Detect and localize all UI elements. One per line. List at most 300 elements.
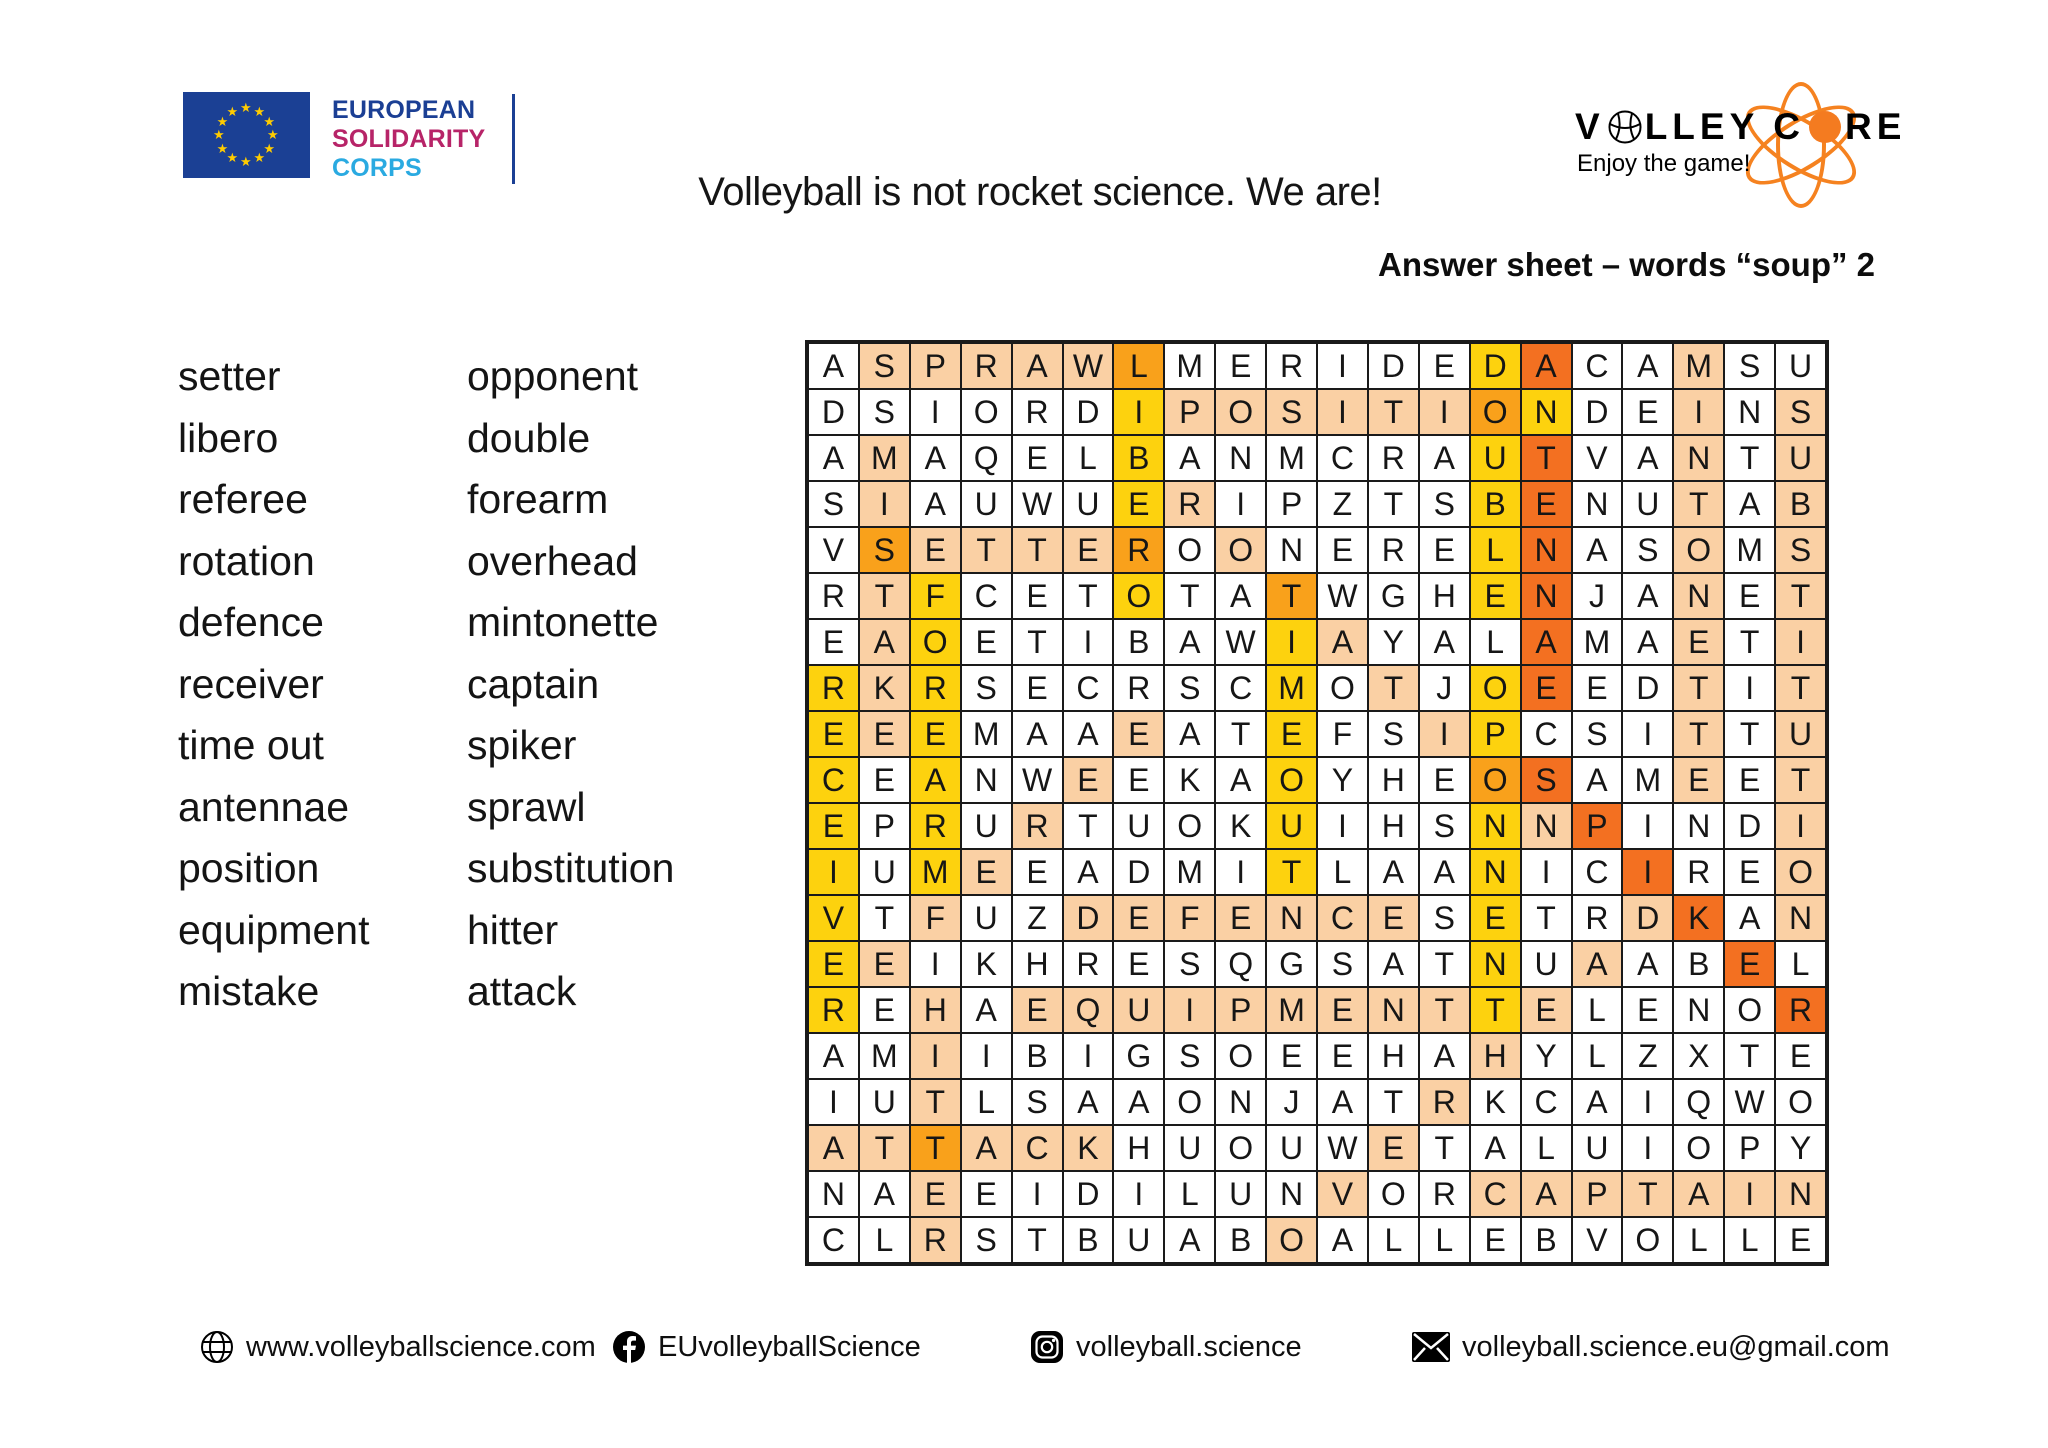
grid-cell: A — [1164, 711, 1215, 757]
grid-cell: C — [1572, 343, 1623, 389]
grid-cell: B — [1012, 1033, 1063, 1079]
word-list-item: setter — [178, 353, 281, 399]
grid-cell: D — [1063, 895, 1114, 941]
grid-cell: O — [1470, 757, 1521, 803]
grid-cell: R — [1012, 803, 1063, 849]
grid-cell: O — [1113, 573, 1164, 619]
grid-cell: S — [1012, 1079, 1063, 1125]
grid-cell: Z — [1012, 895, 1063, 941]
grid-cell: U — [961, 481, 1012, 527]
grid-cell: I — [1012, 1171, 1063, 1217]
grid-cell: N — [1521, 803, 1572, 849]
grid-cell: U — [1622, 481, 1673, 527]
grid-cell: B — [1470, 481, 1521, 527]
grid-cell: C — [1317, 895, 1368, 941]
globe-icon — [200, 1330, 234, 1364]
grid-cell: I — [1724, 1171, 1775, 1217]
grid-cell: E — [1724, 757, 1775, 803]
grid-cell: G — [1266, 941, 1317, 987]
grid-cell: E — [808, 941, 859, 987]
grid-cell: N — [1673, 987, 1724, 1033]
grid-cell: A — [1724, 895, 1775, 941]
grid-cell: I — [1215, 849, 1266, 895]
grid-cell: L — [1368, 1217, 1419, 1263]
grid-cell: I — [1622, 711, 1673, 757]
grid-cell: A — [1164, 619, 1215, 665]
grid-cell: R — [808, 665, 859, 711]
grid-cell: A — [1012, 343, 1063, 389]
grid-cell: F — [910, 573, 961, 619]
grid-cell: E — [1521, 987, 1572, 1033]
grid-cell: R — [1266, 343, 1317, 389]
footer-facebook — [612, 1326, 921, 1368]
grid-cell: T — [1419, 941, 1470, 987]
grid-cell: U — [961, 895, 1012, 941]
grid-cell: T — [961, 527, 1012, 573]
grid-cell: T — [1622, 1171, 1673, 1217]
grid-cell: S — [961, 1217, 1012, 1263]
grid-cell: A — [808, 1033, 859, 1079]
grid-cell: S — [1266, 389, 1317, 435]
grid-cell: K — [1164, 757, 1215, 803]
grid-cell: L — [1063, 435, 1114, 481]
grid-cell: O — [910, 619, 961, 665]
grid-cell: M — [859, 435, 910, 481]
email-icon — [1412, 1332, 1450, 1362]
eu-star-icon: ★ — [240, 154, 252, 169]
grid-cell: O — [1164, 1079, 1215, 1125]
grid-cell: B — [1113, 435, 1164, 481]
grid-cell: T — [1724, 1033, 1775, 1079]
grid-cell: N — [1521, 389, 1572, 435]
grid-cell: I — [910, 389, 961, 435]
grid-cell: L — [1673, 1217, 1724, 1263]
grid-cell: I — [1317, 343, 1368, 389]
atom-nucleus-icon — [1809, 111, 1841, 143]
grid-cell: L — [1317, 849, 1368, 895]
grid-cell: O — [961, 389, 1012, 435]
grid-cell: H — [1113, 1125, 1164, 1171]
grid-cell: A — [1622, 343, 1673, 389]
grid-cell: E — [859, 987, 910, 1033]
grid-cell: H — [910, 987, 961, 1033]
grid-cell: T — [1673, 711, 1724, 757]
grid-cell: D — [808, 389, 859, 435]
grid-cell: W — [1012, 481, 1063, 527]
grid-cell: E — [1317, 527, 1368, 573]
grid-cell: O — [1215, 1033, 1266, 1079]
grid-cell: U — [1266, 1125, 1317, 1171]
grid-cell: E — [1063, 757, 1114, 803]
word-list-left — [178, 346, 369, 1023]
grid-cell: B — [1673, 941, 1724, 987]
grid-cell: T — [1419, 987, 1470, 1033]
grid-cell: T — [1521, 435, 1572, 481]
grid-cell: A — [1063, 1079, 1114, 1125]
grid-cell: U — [1164, 1125, 1215, 1171]
grid-cell: O — [1266, 757, 1317, 803]
grid-cell: A — [961, 987, 1012, 1033]
grid-cell: E — [1317, 1033, 1368, 1079]
grid-cell: V — [1572, 435, 1623, 481]
grid-cell: O — [1215, 389, 1266, 435]
grid-cell: E — [1012, 987, 1063, 1033]
grid-cell: U — [1063, 481, 1114, 527]
grid-cell: T — [1521, 895, 1572, 941]
grid-cell: S — [1419, 895, 1470, 941]
grid-cell: E — [1572, 665, 1623, 711]
grid-cell: E — [961, 849, 1012, 895]
grid-cell: A — [1622, 573, 1673, 619]
grid-cell: I — [808, 849, 859, 895]
grid-cell: R — [1368, 435, 1419, 481]
grid-cell: M — [1724, 527, 1775, 573]
word-list-item: hitter — [467, 906, 559, 953]
grid-cell: R — [1164, 481, 1215, 527]
grid-cell: A — [1215, 573, 1266, 619]
grid-cell: T — [1775, 757, 1826, 803]
grid-cell: U — [1775, 711, 1826, 757]
footer-facebook-label: EUvolleyballScience — [658, 1330, 921, 1363]
footer-instagram — [1030, 1326, 1302, 1368]
grid-cell: U — [1113, 1217, 1164, 1263]
grid-cell: D — [1113, 849, 1164, 895]
grid-cell: I — [1317, 389, 1368, 435]
grid-cell: C — [1317, 435, 1368, 481]
grid-cell: A — [1673, 1171, 1724, 1217]
word-list-item: opponent — [467, 353, 639, 399]
grid-cell: I — [1113, 389, 1164, 435]
grid-cell: Y — [1317, 757, 1368, 803]
grid-cell: E — [1113, 711, 1164, 757]
grid-cell: S — [859, 343, 910, 389]
grid-cell: T — [1063, 803, 1114, 849]
grid-cell: I — [1622, 803, 1673, 849]
grid-cell: N — [1266, 895, 1317, 941]
grid-cell: I — [1775, 619, 1826, 665]
grid-cell: U — [1521, 941, 1572, 987]
grid-cell: E — [1724, 941, 1775, 987]
grid-cell: T — [1470, 987, 1521, 1033]
grid-cell: A — [1164, 435, 1215, 481]
grid-cell: I — [859, 481, 910, 527]
grid-cell: L — [961, 1079, 1012, 1125]
grid-cell: T — [1368, 665, 1419, 711]
grid-cell: X — [1673, 1033, 1724, 1079]
grid-cell: P — [1572, 803, 1623, 849]
grid-cell: F — [910, 895, 961, 941]
grid-cell: T — [1012, 527, 1063, 573]
grid-cell: U — [1572, 1125, 1623, 1171]
grid-cell: E — [1215, 895, 1266, 941]
grid-cell: E — [1470, 573, 1521, 619]
grid-cell: N — [1521, 573, 1572, 619]
grid-cell: R — [808, 573, 859, 619]
grid-cell: I — [1063, 619, 1114, 665]
grid-cell: E — [1673, 619, 1724, 665]
eu-star-icon: ★ — [267, 127, 279, 142]
grid-cell: T — [1724, 711, 1775, 757]
grid-cell: M — [1572, 619, 1623, 665]
grid-cell: D — [1063, 389, 1114, 435]
grid-cell: A — [1622, 619, 1673, 665]
grid-cell: U — [1113, 987, 1164, 1033]
word-list-item: mintonette — [467, 599, 659, 645]
grid-cell: T — [1063, 573, 1114, 619]
grid-cell: L — [1419, 1217, 1470, 1263]
grid-cell: E — [859, 941, 910, 987]
word-list-item: libero — [178, 414, 279, 461]
eu-star-icon: ★ — [216, 140, 229, 156]
grid-cell: J — [1266, 1079, 1317, 1125]
grid-cell: T — [1368, 481, 1419, 527]
grid-cell: A — [1572, 757, 1623, 803]
grid-cell: S — [1419, 803, 1470, 849]
grid-cell: H — [1012, 941, 1063, 987]
grid-cell: L — [1521, 1125, 1572, 1171]
grid-cell: S — [808, 481, 859, 527]
grid-cell: O — [1673, 1125, 1724, 1171]
grid-cell: I — [1164, 987, 1215, 1033]
word-list-item: double — [467, 414, 591, 461]
grid-cell: E — [808, 619, 859, 665]
grid-cell: R — [1113, 665, 1164, 711]
grid-cell: K — [1470, 1079, 1521, 1125]
volleycore-subtitle: Enjoy the game! — [1577, 150, 1751, 177]
eu-logo-line3: CORPS — [332, 154, 422, 182]
grid-cell: A — [1622, 435, 1673, 481]
grid-cell: A — [1113, 1079, 1164, 1125]
grid-cell: A — [859, 1171, 910, 1217]
grid-cell: A — [1368, 849, 1419, 895]
grid-cell: N — [1266, 527, 1317, 573]
grid-cell: U — [1113, 803, 1164, 849]
grid-cell: E — [1521, 665, 1572, 711]
grid-cell: I — [1419, 389, 1470, 435]
grid-cell: R — [1572, 895, 1623, 941]
grid-cell: S — [859, 389, 910, 435]
word-list-item: spiker — [467, 722, 577, 768]
grid-cell: E — [1368, 1125, 1419, 1171]
grid-cell: A — [1317, 619, 1368, 665]
volleycore-wordmark — [1575, 106, 1906, 148]
grid-cell: Q — [1215, 941, 1266, 987]
eu-star-icon: ★ — [226, 150, 239, 166]
grid-cell: A — [808, 343, 859, 389]
grid-cell: C — [1012, 1125, 1063, 1171]
grid-cell: T — [1775, 665, 1826, 711]
grid-cell: S — [1572, 711, 1623, 757]
grid-cell: L — [1572, 1033, 1623, 1079]
grid-cell: A — [1521, 619, 1572, 665]
grid-cell: S — [1164, 1033, 1215, 1079]
grid-cell: N — [1215, 1079, 1266, 1125]
grid-cell: U — [1470, 435, 1521, 481]
grid-cell: T — [1724, 435, 1775, 481]
grid-cell: U — [859, 1079, 910, 1125]
grid-cell: I — [1113, 1171, 1164, 1217]
grid-cell: W — [1724, 1079, 1775, 1125]
grid-cell: E — [859, 711, 910, 757]
grid-cell: I — [808, 1079, 859, 1125]
grid-cell: N — [1368, 987, 1419, 1033]
grid-cell: L — [1470, 619, 1521, 665]
grid-cell: S — [1775, 389, 1826, 435]
grid-cell: L — [1724, 1217, 1775, 1263]
grid-cell: T — [859, 895, 910, 941]
grid-cell: N — [1470, 803, 1521, 849]
grid-cell: M — [1266, 987, 1317, 1033]
grid-cell: E — [1724, 849, 1775, 895]
grid-cell: P — [1266, 481, 1317, 527]
grid-cell: N — [1673, 803, 1724, 849]
grid-cell: K — [1673, 895, 1724, 941]
grid-cell: A — [1724, 481, 1775, 527]
eu-logo-text — [332, 96, 485, 183]
word-list-item: mistake — [178, 968, 320, 1014]
grid-cell: I — [961, 1033, 1012, 1079]
grid-cell: S — [1521, 757, 1572, 803]
grid-cell: E — [1266, 711, 1317, 757]
grid-cell: A — [910, 481, 961, 527]
grid-cell: O — [1368, 1171, 1419, 1217]
grid-cell: L — [1113, 343, 1164, 389]
grid-cell: S — [961, 665, 1012, 711]
grid-cell: C — [1215, 665, 1266, 711]
grid-cell: A — [1622, 941, 1673, 987]
grid-cell: H — [1419, 573, 1470, 619]
grid-cell: W — [1317, 573, 1368, 619]
grid-cell: I — [1775, 803, 1826, 849]
grid-cell: S — [1164, 941, 1215, 987]
grid-cell: Q — [1673, 1079, 1724, 1125]
grid-cell: T — [1419, 1125, 1470, 1171]
grid-cell: S — [1724, 343, 1775, 389]
word-list-item: captain — [467, 660, 600, 707]
volleycore-part1: V — [1575, 106, 1605, 147]
grid-cell: U — [1775, 435, 1826, 481]
grid-cell: A — [910, 757, 961, 803]
eu-logo-line2: SOLIDARITY — [332, 125, 486, 153]
grid-cell: T — [1215, 711, 1266, 757]
grid-cell: E — [1419, 527, 1470, 573]
grid-cell: V — [1572, 1217, 1623, 1263]
grid-cell: E — [1724, 573, 1775, 619]
eu-star-icon: ★ — [216, 113, 229, 129]
volleycore-part3: C — [1773, 106, 1805, 147]
grid-cell: S — [1775, 527, 1826, 573]
grid-cell: P — [1572, 1171, 1623, 1217]
grid-cell: N — [1775, 1171, 1826, 1217]
grid-cell: I — [1673, 389, 1724, 435]
grid-cell: E — [961, 1171, 1012, 1217]
grid-cell: T — [1012, 1217, 1063, 1263]
grid-cell: U — [1775, 343, 1826, 389]
grid-cell: O — [1317, 665, 1368, 711]
grid-cell: A — [1063, 711, 1114, 757]
word-list-item: antennae — [178, 783, 350, 830]
grid-cell: R — [910, 1217, 961, 1263]
grid-cell: M — [1266, 665, 1317, 711]
grid-cell: R — [910, 665, 961, 711]
grid-cell: P — [859, 803, 910, 849]
grid-cell: A — [1419, 435, 1470, 481]
grid-cell: E — [1673, 757, 1724, 803]
grid-cell: D — [1470, 343, 1521, 389]
grid-cell: E — [1470, 895, 1521, 941]
grid-cell: L — [1470, 527, 1521, 573]
grid-cell: V — [808, 527, 859, 573]
grid-cell: N — [1724, 389, 1775, 435]
grid-cell: I — [910, 941, 961, 987]
grid-cell: A — [1012, 711, 1063, 757]
grid-cell: A — [1470, 1125, 1521, 1171]
grid-cell: T — [910, 1079, 961, 1125]
grid-cell: H — [1368, 757, 1419, 803]
footer-website-label: www.volleyballscience.com — [246, 1330, 596, 1363]
grid-cell: W — [1317, 1125, 1368, 1171]
footer-email-label: volleyball.science.eu@gmail.com — [1462, 1330, 1890, 1363]
grid-cell: O — [1470, 665, 1521, 711]
grid-cell: M — [961, 711, 1012, 757]
grid-cell: R — [1673, 849, 1724, 895]
grid-cell: E — [1266, 1033, 1317, 1079]
footer-instagram-label: volleyball.science — [1076, 1330, 1302, 1363]
grid-cell: T — [859, 1125, 910, 1171]
grid-cell: O — [1266, 1217, 1317, 1263]
eu-star-icon: ★ — [253, 103, 266, 119]
word-list-item: overhead — [467, 537, 638, 584]
grid-cell: E — [1012, 573, 1063, 619]
eu-logo-line1: EUROPEAN — [332, 96, 476, 124]
grid-cell: U — [859, 849, 910, 895]
grid-cell: H — [1368, 1033, 1419, 1079]
grid-cell: E — [1470, 1217, 1521, 1263]
grid-cell: S — [859, 527, 910, 573]
grid-cell: S — [1317, 941, 1368, 987]
grid-cell: T — [1673, 665, 1724, 711]
grid-cell: D — [1622, 895, 1673, 941]
grid-cell: B — [1775, 481, 1826, 527]
grid-cell: I — [1521, 849, 1572, 895]
grid-cell: E — [1012, 665, 1063, 711]
grid-cell: B — [1521, 1217, 1572, 1263]
grid-cell: S — [1368, 711, 1419, 757]
grid-cell: C — [1063, 665, 1114, 711]
grid-cell: T — [1266, 849, 1317, 895]
grid-cell: L — [1572, 987, 1623, 1033]
grid-cell: R — [961, 343, 1012, 389]
grid-cell: E — [1622, 389, 1673, 435]
grid-cell: I — [1317, 803, 1368, 849]
volleycore-part2: LLEY — [1644, 106, 1760, 147]
page-tagline: Volleyball is not rocket science. We are! — [698, 170, 1382, 214]
grid-cell: N — [961, 757, 1012, 803]
grid-cell: F — [1164, 895, 1215, 941]
grid-cell: E — [961, 619, 1012, 665]
grid-cell: D — [1622, 665, 1673, 711]
grid-cell: E — [808, 803, 859, 849]
word-list-right — [467, 346, 674, 1023]
grid-cell: O — [1164, 527, 1215, 573]
grid-cell: E — [1775, 1033, 1826, 1079]
grid-cell: R — [808, 987, 859, 1033]
grid-cell: B — [1113, 619, 1164, 665]
word-list-item: position — [178, 845, 320, 891]
grid-cell: E — [1317, 987, 1368, 1033]
grid-cell: S — [1622, 527, 1673, 573]
facebook-icon — [612, 1330, 646, 1364]
